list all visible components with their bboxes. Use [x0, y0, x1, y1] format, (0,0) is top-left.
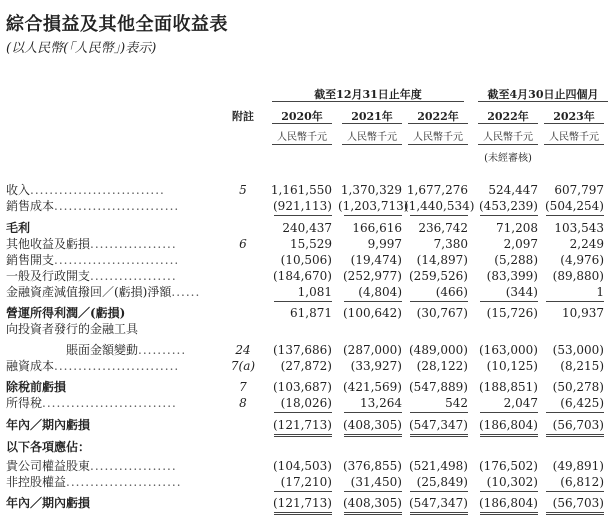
row-value-col-4: (163,000)	[479, 343, 538, 357]
row-label	[6, 237, 177, 251]
row-value-col-4: 524,447	[488, 183, 538, 197]
row-value-col-3: (30,767)	[416, 306, 468, 320]
table-row	[0, 285, 615, 299]
row-value-col-4: (83,399)	[486, 269, 538, 283]
column-year-3: 2022年	[417, 110, 459, 123]
row-label	[6, 459, 177, 473]
subtotal-rule	[274, 215, 332, 216]
row-value-col-2: 9,997	[367, 237, 402, 251]
subtotal-rule	[480, 491, 538, 492]
total-double-rule	[410, 434, 468, 437]
row-label-text: 以下各項應佔：	[6, 440, 91, 454]
table-row	[0, 237, 615, 251]
row-label	[66, 343, 186, 357]
row-note: 24	[235, 343, 251, 357]
row-label	[6, 359, 179, 373]
row-value-col-2: (421,569)	[343, 380, 402, 394]
row-label	[6, 418, 90, 432]
leader-dots: ..........................	[54, 253, 180, 267]
row-value-col-1: 1,081	[297, 285, 332, 299]
total-double-rule	[480, 512, 538, 515]
row-value-col-2: (1,203,713)	[338, 199, 409, 213]
table-row	[0, 459, 615, 473]
table-row	[0, 418, 615, 432]
table-row	[0, 221, 615, 235]
row-value-col-5: (56,703)	[552, 496, 604, 510]
row-value-col-3: (489,000)	[409, 343, 468, 357]
table-row	[0, 380, 615, 394]
header-group-years-rule	[272, 101, 464, 102]
column-year-rule	[342, 123, 402, 124]
column-unit-rule	[342, 144, 402, 145]
row-value-col-5: (50,278)	[552, 380, 604, 394]
row-label-text: 所得稅	[6, 396, 43, 410]
row-value-col-3: (466)	[435, 285, 468, 299]
row-value-col-2: 1,370,329	[340, 183, 402, 197]
column-unit-2: 人民幣千元	[347, 132, 397, 143]
table-row	[0, 475, 615, 489]
table-row	[0, 440, 615, 454]
total-double-rule	[274, 512, 332, 515]
row-value-col-3: (1,440,534)	[404, 199, 475, 213]
table-row	[0, 359, 615, 373]
subtotal-rule	[410, 491, 468, 492]
row-label-text: 向投資者發行的金融工具	[6, 322, 139, 336]
column-year-rule	[544, 123, 604, 124]
table-row	[0, 199, 615, 213]
row-value-col-2: (408,305)	[343, 496, 402, 510]
subtotal-rule	[344, 491, 402, 492]
leader-dots: ........................	[66, 475, 182, 489]
row-label	[6, 253, 179, 267]
subtotal-rule	[410, 412, 468, 413]
row-value-col-5: 607,797	[554, 183, 604, 197]
total-double-rule	[344, 512, 402, 515]
leader-dots: ............................	[42, 396, 177, 410]
page-title: 綜合損益及其他全面收益表	[6, 14, 228, 35]
row-value-col-4: (186,804)	[479, 418, 538, 432]
total-double-rule	[480, 434, 538, 437]
leader-dots: ............................	[30, 183, 165, 197]
row-value-col-5: (6,812)	[560, 475, 604, 489]
row-value-col-5: (89,880)	[552, 269, 604, 283]
row-value-col-4: (188,851)	[479, 380, 538, 394]
row-value-col-4: (344)	[505, 285, 538, 299]
row-label-text: 年內／期內虧損	[6, 418, 91, 432]
row-value-col-5: (8,215)	[560, 359, 604, 373]
row-value-col-4: (186,804)	[479, 496, 538, 510]
row-label	[6, 199, 179, 213]
column-year-rule	[272, 123, 332, 124]
row-value-col-1: (27,872)	[280, 359, 332, 373]
total-double-rule	[344, 434, 402, 437]
row-label	[6, 285, 200, 299]
row-value-col-1: (104,503)	[273, 459, 332, 473]
leader-dots: ..................	[90, 237, 177, 251]
row-value-col-5: 103,543	[554, 221, 604, 235]
header-group-months: 截至4月30日止四個月	[487, 88, 599, 101]
row-label-text: 一般及行政開支	[6, 269, 91, 283]
table-row	[0, 183, 615, 197]
row-note: 8	[239, 396, 247, 410]
table-row	[0, 322, 615, 336]
row-value-col-4: (5,288)	[494, 253, 538, 267]
column-unit-rule	[272, 144, 332, 145]
row-value-col-2: 13,264	[360, 396, 402, 410]
leader-dots: ..........................	[54, 359, 180, 373]
column-unit-5: 人民幣千元	[549, 132, 599, 143]
table-row	[0, 253, 615, 267]
column-unit-rule	[544, 144, 604, 145]
subtotal-rule	[546, 301, 604, 302]
subtotal-rule	[546, 491, 604, 492]
header-group-years: 截至12月31日止年度	[314, 88, 422, 101]
total-double-rule	[410, 512, 468, 515]
row-value-col-4: (176,502)	[479, 459, 538, 473]
row-value-col-1: (121,713)	[273, 418, 332, 432]
row-value-col-3: 1,677,276	[406, 183, 468, 197]
row-label	[6, 306, 125, 320]
column-year-4: 2022年	[487, 110, 529, 123]
row-value-col-4: (453,239)	[479, 199, 538, 213]
column-unit-3: 人民幣千元	[413, 132, 463, 143]
row-value-col-4: (10,125)	[486, 359, 538, 373]
row-value-col-2: (31,450)	[350, 475, 402, 489]
row-note: 7(a)	[230, 359, 256, 373]
row-label-text: 非控股權益	[6, 475, 67, 489]
subtotal-rule	[274, 301, 332, 302]
row-value-col-2: (252,977)	[343, 269, 402, 283]
row-value-col-3: (547,889)	[409, 380, 468, 394]
row-note: 6	[239, 237, 247, 251]
leader-dots: ..........	[138, 343, 187, 357]
row-value-col-3: (25,849)	[416, 475, 468, 489]
subtotal-rule	[480, 301, 538, 302]
row-value-col-5: 2,249	[569, 237, 604, 251]
row-value-col-5: (504,254)	[545, 199, 604, 213]
total-double-rule	[546, 512, 604, 515]
row-value-col-1: 240,437	[282, 221, 332, 235]
row-value-col-3: (547,347)	[409, 496, 468, 510]
row-value-col-2: (100,642)	[343, 306, 402, 320]
subtotal-rule	[546, 412, 604, 413]
row-value-col-3: (521,498)	[409, 459, 468, 473]
column-unit-1: 人民幣千元	[277, 132, 327, 143]
total-double-rule	[274, 434, 332, 437]
table-row	[0, 269, 615, 283]
row-value-col-1: (17,210)	[280, 475, 332, 489]
row-value-col-2: (376,855)	[343, 459, 402, 473]
row-value-col-4: 2,047	[503, 396, 538, 410]
row-value-col-2: (4,804)	[358, 285, 402, 299]
row-value-col-1: 1,161,550	[270, 183, 332, 197]
row-label	[6, 440, 90, 454]
row-label	[6, 221, 30, 235]
row-value-col-3: 7,380	[433, 237, 468, 251]
row-value-col-5: (4,976)	[560, 253, 604, 267]
row-value-col-4: 71,208	[496, 221, 538, 235]
row-value-col-5: (53,000)	[552, 343, 604, 357]
unaudited-label: (未經審核)	[484, 153, 532, 164]
row-label-text: 營運所得利潤／(虧損)	[6, 306, 126, 320]
row-value-col-1: (184,670)	[273, 269, 332, 283]
total-double-rule	[546, 434, 604, 437]
row-label-text: 金融資產減值撥回／(虧損)淨額	[6, 285, 172, 299]
column-unit-rule	[478, 144, 538, 145]
row-value-col-1: (18,026)	[280, 396, 332, 410]
row-label-text: 銷售成本	[6, 199, 55, 213]
subtotal-rule	[546, 215, 604, 216]
row-label-text: 賬面金額變動	[66, 343, 139, 357]
column-year-rule	[478, 123, 538, 124]
subtotal-rule	[344, 301, 402, 302]
header-note-label: 附註	[232, 110, 254, 123]
column-year-2: 2021年	[351, 110, 393, 123]
row-value-col-2: (33,927)	[350, 359, 402, 373]
row-value-col-3: 236,742	[418, 221, 468, 235]
row-label	[6, 322, 138, 336]
row-label	[6, 475, 182, 489]
row-label-text: 其他收益及虧損	[6, 237, 91, 251]
row-value-col-5: (49,891)	[552, 459, 604, 473]
column-unit-4: 人民幣千元	[483, 132, 533, 143]
leader-dots: ..................	[90, 269, 177, 283]
row-label-text: 收入	[6, 183, 31, 197]
row-label	[6, 396, 177, 410]
row-label	[6, 183, 165, 197]
table-row	[0, 396, 615, 410]
row-label	[6, 269, 177, 283]
row-value-col-5: 10,937	[562, 306, 604, 320]
row-label-text: 融資成本	[6, 359, 55, 373]
row-note: 5	[239, 183, 247, 197]
row-value-col-3: (14,897)	[416, 253, 468, 267]
table-row	[0, 306, 615, 320]
row-label	[6, 380, 66, 394]
row-value-col-3: (259,526)	[409, 269, 468, 283]
row-value-col-1: 15,529	[290, 237, 332, 251]
table-row	[0, 343, 615, 357]
column-year-1: 2020年	[281, 110, 323, 123]
subtotal-rule	[410, 301, 468, 302]
subtotal-rule	[410, 215, 468, 216]
row-value-col-1: (137,686)	[273, 343, 332, 357]
subtotal-rule	[274, 412, 332, 413]
leader-dots: ..........................	[54, 199, 180, 213]
table-row	[0, 496, 615, 510]
column-unit-rule	[408, 144, 468, 145]
row-label-text: 毛利	[6, 221, 31, 235]
row-value-col-3: (547,347)	[409, 418, 468, 432]
row-value-col-4: 2,097	[503, 237, 538, 251]
page-subtitle: (以人民幣(「人民幣」)表示)	[6, 41, 157, 56]
row-value-col-4: (15,726)	[486, 306, 538, 320]
row-value-col-1: (10,506)	[280, 253, 332, 267]
row-value-col-2: (408,305)	[343, 418, 402, 432]
subtotal-rule	[480, 412, 538, 413]
row-value-col-5: (6,425)	[560, 396, 604, 410]
row-value-col-2: (19,474)	[350, 253, 402, 267]
row-label-text: 年內／期內虧損	[6, 496, 91, 510]
row-value-col-5: (56,703)	[552, 418, 604, 432]
row-value-col-3: (28,122)	[416, 359, 468, 373]
subtotal-rule	[344, 215, 402, 216]
column-year-rule	[408, 123, 468, 124]
row-label-text: 貴公司權益股東	[6, 459, 91, 473]
leader-dots: ......	[171, 285, 201, 299]
row-value-col-1: 61,871	[290, 306, 332, 320]
subtotal-rule	[344, 412, 402, 413]
row-value-col-2: (287,000)	[343, 343, 402, 357]
header-group-months-rule	[478, 101, 608, 102]
row-value-col-1: (121,713)	[273, 496, 332, 510]
row-value-col-3: 542	[445, 396, 468, 410]
row-value-col-1: (103,687)	[273, 380, 332, 394]
row-label	[6, 496, 90, 510]
row-value-col-2: 166,616	[352, 221, 402, 235]
row-label-text: 銷售開支	[6, 253, 55, 267]
row-label-text: 除稅前虧損	[6, 380, 67, 394]
row-value-col-4: (10,302)	[486, 475, 538, 489]
subtotal-rule	[274, 491, 332, 492]
row-value-col-1: (921,113)	[273, 199, 332, 213]
leader-dots: ..................	[90, 459, 177, 473]
row-note: 7	[239, 380, 247, 394]
row-value-col-5: 1	[596, 285, 604, 299]
column-year-5: 2023年	[553, 110, 595, 123]
subtotal-rule	[480, 215, 538, 216]
